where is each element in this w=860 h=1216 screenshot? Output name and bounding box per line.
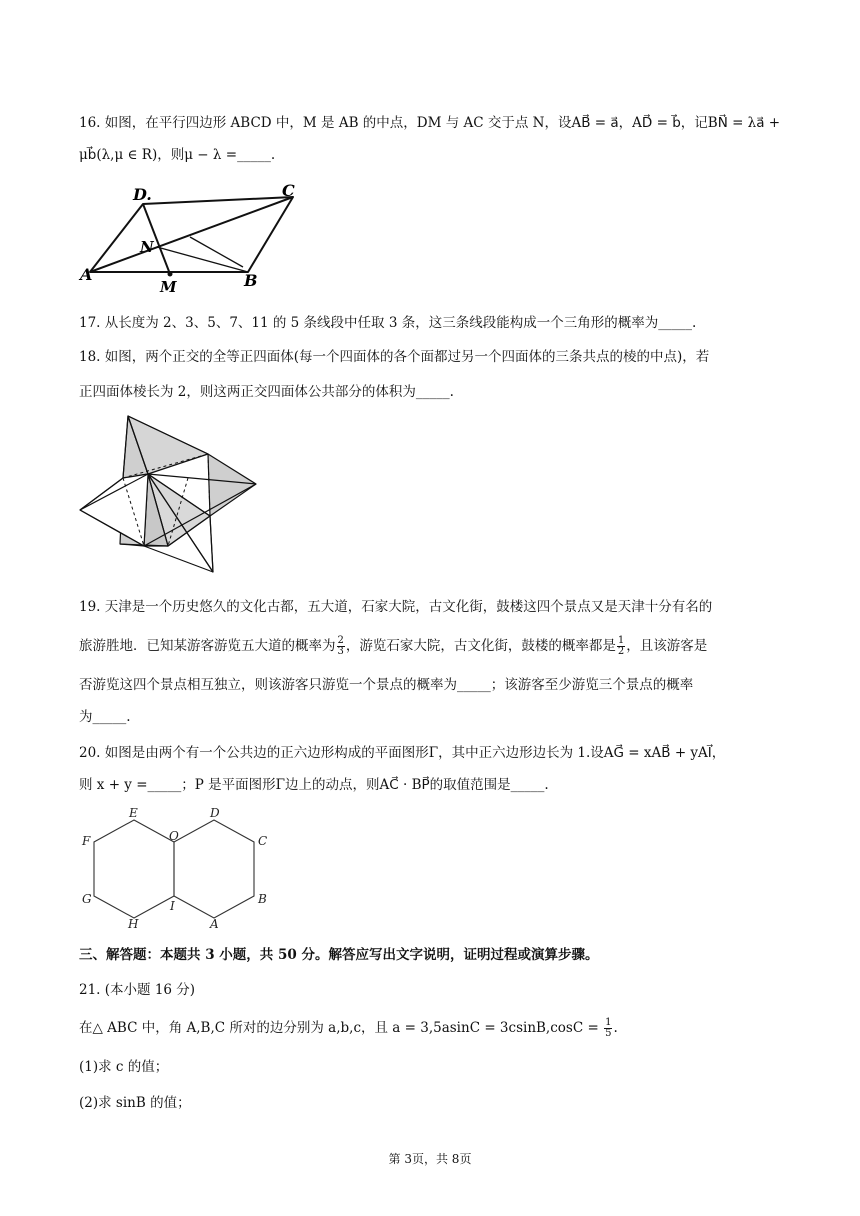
q21-statement-a: 在△ ABC 中，角 A,B,C 所对的边分别为 a,b,c，且 a = 3,5asinC = 3csinB,cosC =	[79, 1020, 599, 1036]
q19-line1: 19. 天津是一个历史悠久的文化古都，五大道，石家大院，古文化街，鼓楼这四个景点又是天津十分有名的	[79, 599, 713, 615]
q21-statement-b: .	[613, 1020, 618, 1036]
parallelogram-figure	[78, 182, 308, 294]
page-footer: 第 3页，共 8页	[388, 1152, 472, 1166]
q16-line2: μb⃗(λ,μ ∈ R)，则μ − λ =_____.	[79, 147, 276, 163]
q19-line2-c: ，且该游客是	[626, 638, 708, 654]
q19-line4: 为_____.	[79, 709, 131, 725]
q18-line1: 18. 如图，两个正交的全等正四面体(每一个四面体的各个面都过另一个四面体的三条共点的棱的中点)，若	[79, 349, 710, 365]
hex-label-C: C	[258, 834, 268, 848]
hex-label-A: A	[210, 917, 219, 930]
q20-line2: 则 x + y =_____；P 是平面图形Γ边上的动点，则AC⃗ · BP⃗的取值范围是_____.	[79, 777, 549, 793]
q19-line2-a: 旅游胜地．已知某游客游览五大道的概率为	[79, 638, 336, 654]
vertex-label-D: D.	[133, 185, 152, 204]
hex-label-O: O	[169, 829, 179, 843]
tetrahedra-figure	[78, 412, 258, 578]
q21-statement	[79, 1018, 618, 1039]
q21-part2: (2)求 sinB 的值；	[79, 1095, 191, 1111]
hex-label-H: H	[128, 917, 139, 930]
hex-label-F: F	[82, 834, 91, 848]
q19-line2-b: ，游览石家大院，古文化街，鼓楼的概率都是	[345, 638, 616, 654]
q21-part1: (1)求 c 的值；	[79, 1059, 169, 1075]
double-hexagon-figure	[78, 804, 278, 930]
vertex-label-M: M	[160, 278, 177, 294]
q17-line1: 17. 从长度为 2、3、5、7、11 的 5 条线段中任取 3 条，这三条线段能构成一个三角形的概率为_____.	[79, 315, 697, 331]
hex-label-G: G	[82, 892, 92, 906]
vertex-label-C: C	[282, 182, 295, 200]
hex-label-E: E	[129, 806, 138, 820]
q19-line2	[79, 636, 707, 657]
q19-line3: 否游览这四个景点相互独立，则该游客只游览一个景点的概率为_____；该游客至少游览三个景点的概率	[79, 677, 694, 693]
vertex-label-A: A	[80, 265, 93, 284]
section-heading: 三、解答题：本题共 3 小题，共 50 分。解答应写出文字说明，证明过程或演算步骤。	[79, 947, 599, 963]
vertex-label-N: N	[140, 238, 154, 256]
q16-line1: 16. 如图，在平行四边形 ABCD 中，M 是 AB 的中点，DM 与 AC 交于点 N，设AB⃗ = a⃗，AD⃗ = b⃗，记BN⃗ = λa⃗ +	[79, 115, 781, 131]
q20-line1: 20. 如图是由两个有一个公共边的正六边形构成的平面图形Γ，其中正六边形边长为 1.设AG⃗ = xAB⃗ + yAI⃗，	[79, 745, 726, 761]
fraction-one-half: $\frac{1}{2}$	[617, 635, 625, 657]
hex-label-B: B	[258, 892, 267, 906]
q21-header: 21. (本小题 16 分)	[79, 982, 196, 998]
hex-label-I: I	[170, 899, 175, 913]
q18-line2: 正四面体棱长为 2，则这两正交四面体公共部分的体积为_____.	[79, 384, 454, 400]
vertex-label-B: B	[244, 271, 258, 290]
hex-label-D: D	[210, 806, 220, 820]
fraction-two-thirds: $\frac{2}{3}$	[337, 635, 344, 657]
fraction-one-fifth: $\frac{1}{5}$	[605, 1017, 612, 1039]
